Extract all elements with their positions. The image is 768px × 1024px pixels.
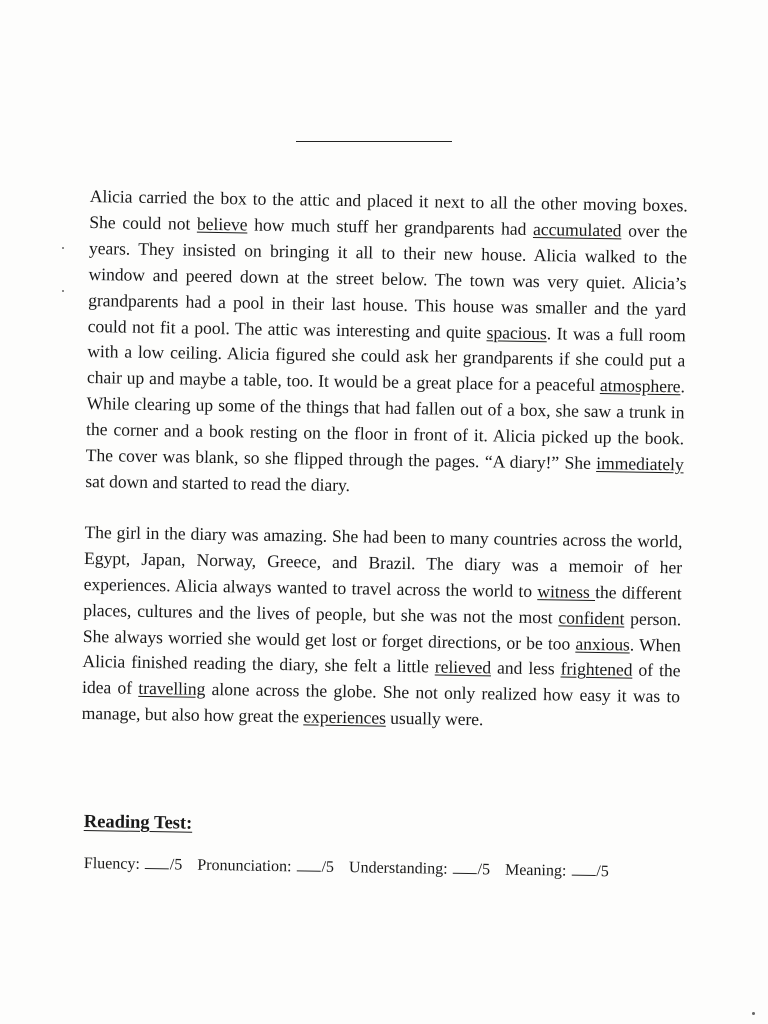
underlined-vocab-word: accumulated (532, 218, 622, 241)
text-run: and less (490, 657, 561, 679)
text-run: alone across the globe. She not only realized how easy it was to manage, but also how great the (81, 679, 681, 727)
score-pronunciation (197, 857, 334, 877)
text-run: . While clearing up some of the things that had fallen out of a box, she saw a trunk in the corner and a book resting on the floor in front of it. Alicia picked up the book. The cover was blank, so she flipped through the pages. “A diary!” She (85, 376, 686, 474)
score-label: Meaning: (504, 861, 567, 880)
underlined-vocab-word: spacious (486, 321, 547, 343)
underlined-vocab-word: confident (558, 607, 625, 629)
text-run: person. She always worried she would get lost or forget directions, or be too (82, 608, 682, 654)
underlined-vocab-word: believe (196, 213, 248, 235)
text-run: usually were. (385, 707, 484, 730)
scan-speck (62, 290, 64, 292)
score-fluency (84, 855, 183, 875)
text-run: The girl in the diary was amazing. She had been to many countries across the world, Egypt, Japan, Norway, Greece, and Brazil. The diary was a memoir of her experiences. Alicia always wanted to travel across the world to (83, 521, 683, 601)
title-blank-line (296, 141, 452, 142)
scan-speck (62, 247, 64, 249)
score-blank (453, 873, 477, 874)
text-run: . It was a full room with a low ceiling. Alicia figured she could ask her grandparents if she could put a chair up and maybe a table, too. It would be a great place for a peaceful (86, 322, 686, 396)
underlined-vocab-word: anxious (575, 633, 630, 655)
score-max: /5 (477, 861, 491, 879)
score-blank (571, 875, 595, 876)
score-label: Understanding: (348, 859, 448, 878)
underlined-vocab-word: immediately (596, 453, 684, 475)
score-blank (145, 868, 169, 869)
score-label: Pronunciation: (197, 856, 292, 876)
text-run: over the years. They insisted on bringing it all to their new house. Alicia walked to the window and peered down at the street below. The town was very quiet. Alicia’s grandparents had a pool in their last house. This house was smaller and the yard could not fit a pool. The attic was interesting and quite (87, 220, 688, 342)
text-run: of the idea of (81, 659, 681, 699)
score-row (84, 855, 684, 882)
underlined-vocab-word: experiences (303, 706, 387, 728)
underlined-vocab-word: witness (537, 580, 596, 602)
score-blank (296, 870, 320, 871)
paragraph-2 (81, 520, 682, 737)
paragraph-1 (85, 184, 688, 504)
score-label: Fluency: (83, 855, 140, 873)
story-text (81, 184, 687, 736)
underlined-vocab-word: travelling (138, 678, 206, 700)
text-run: how much stuff her grandparents had (247, 214, 534, 239)
score-max: /5 (169, 856, 183, 874)
reading-test-heading: Reading Test: (83, 812, 193, 834)
underlined-vocab-word: relieved (434, 656, 492, 678)
score-max: /5 (596, 863, 609, 881)
score-meaning (505, 862, 609, 882)
text-run: Alicia carried the box to the attic and placed it next to all the other moving boxes. She could not (89, 185, 688, 234)
text-run: sat down and started to read the diary. (85, 470, 351, 496)
text-run: . When Alicia finished reading the diary, she felt a little (82, 634, 682, 677)
underlined-vocab-word: atmosphere (599, 375, 681, 397)
text-run: the different places, cultures and the lives of people, but she was not the most (83, 581, 682, 628)
underlined-vocab-word: frightened (560, 658, 633, 680)
score-understanding (349, 859, 490, 879)
scan-speck (752, 1012, 755, 1015)
score-max: /5 (321, 858, 335, 876)
